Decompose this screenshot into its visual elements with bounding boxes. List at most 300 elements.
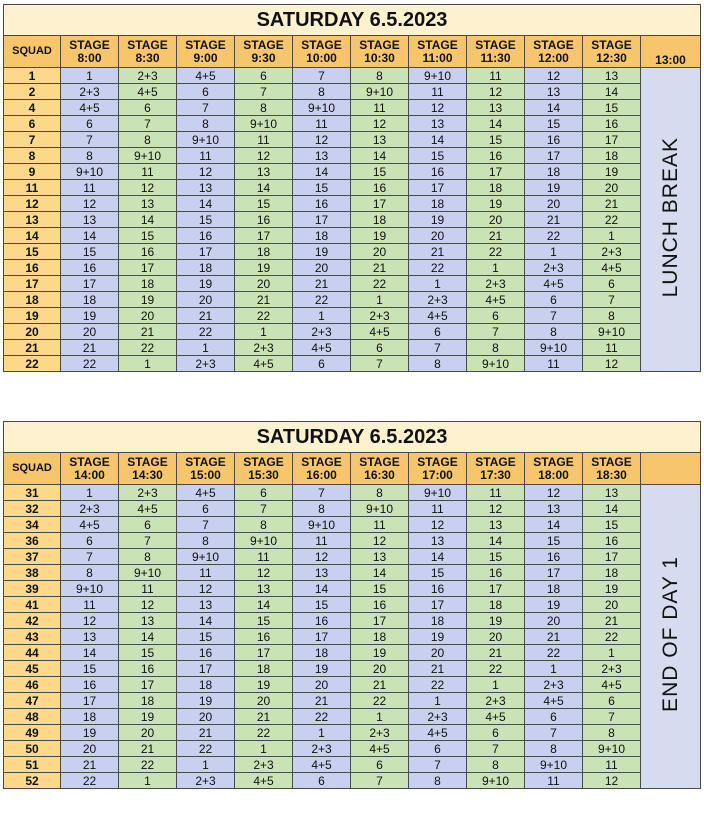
table-row <box>4 485 701 501</box>
stage-cell: 12 <box>409 100 467 116</box>
stage-cell: 4+5 <box>235 356 293 372</box>
stage-time: 17:30 <box>480 467 511 482</box>
stage-cell: 15 <box>409 565 467 581</box>
stage-time: 10:30 <box>364 50 395 65</box>
stage-cell: 18 <box>293 228 351 244</box>
stage-cell: 13 <box>525 501 583 517</box>
stage-cell: 16 <box>235 629 293 645</box>
stage-cell: 14 <box>409 132 467 148</box>
stage-cell: 16 <box>583 533 641 549</box>
stage-cell: 8 <box>467 757 525 773</box>
stage-cell: 18 <box>467 597 525 613</box>
table-row <box>4 308 701 324</box>
table-row <box>4 276 701 292</box>
stage-cell: 22 <box>61 356 119 372</box>
stage-cell: 18 <box>61 709 119 725</box>
stage-cell: 16 <box>177 645 235 661</box>
stage-cell: 6 <box>583 276 641 292</box>
stage-cell: 6 <box>467 308 525 324</box>
stage-cell: 22 <box>583 212 641 228</box>
stage-cell: 1 <box>293 308 351 324</box>
squad-number: 46 <box>4 677 61 693</box>
stage-cell: 1 <box>409 276 467 292</box>
squad-number: 52 <box>4 773 61 789</box>
stage-time-header <box>119 453 177 485</box>
stage-cell: 21 <box>61 340 119 356</box>
stage-cell: 13 <box>61 212 119 228</box>
stage-cell: 17 <box>409 180 467 196</box>
stage-cell: 6 <box>235 68 293 84</box>
stage-cell: 19 <box>409 629 467 645</box>
stage-cell: 11 <box>583 340 641 356</box>
stage-cell: 9+10 <box>119 148 177 164</box>
stage-cell: 11 <box>583 757 641 773</box>
stage-cell: 20 <box>351 661 409 677</box>
stage-cell: 16 <box>177 228 235 244</box>
stage-cell: 13 <box>119 613 177 629</box>
stage-cell: 22 <box>119 340 177 356</box>
squad-number: 36 <box>4 533 61 549</box>
stage-cell: 8 <box>177 533 235 549</box>
stage-cell: 8 <box>583 308 641 324</box>
stage-cell: 14 <box>351 565 409 581</box>
header-row <box>4 453 701 485</box>
stage-cell: 14 <box>467 533 525 549</box>
stage-cell: 20 <box>583 180 641 196</box>
stage-cell: 9+10 <box>467 356 525 372</box>
stage-cell: 13 <box>293 565 351 581</box>
stage-cell: 6 <box>119 517 177 533</box>
table-row <box>4 292 701 308</box>
stage-cell: 1 <box>351 292 409 308</box>
squad-number: 4 <box>4 100 61 116</box>
stage-cell: 14 <box>61 645 119 661</box>
squad-number: 18 <box>4 292 61 308</box>
stage-cell: 21 <box>177 308 235 324</box>
stage-cell: 18 <box>177 260 235 276</box>
squad-number: 16 <box>4 260 61 276</box>
stage-cell: 14 <box>177 613 235 629</box>
stage-cell: 20 <box>61 741 119 757</box>
stage-cell: 12 <box>583 773 641 789</box>
stage-cell: 13 <box>293 148 351 164</box>
table-row <box>4 597 701 613</box>
stage-cell: 6 <box>61 533 119 549</box>
stage-cell: 12 <box>409 517 467 533</box>
stage-label: STAGE <box>359 37 400 52</box>
stage-cell: 18 <box>525 164 583 180</box>
stage-label: STAGE <box>243 37 284 52</box>
stage-label: STAGE <box>417 37 458 52</box>
stage-cell: 9+10 <box>467 773 525 789</box>
stage-cell: 17 <box>61 276 119 292</box>
stage-cell: 22 <box>409 677 467 693</box>
stage-cell: 2+3 <box>293 324 351 340</box>
stage-cell: 12 <box>235 565 293 581</box>
stage-cell: 1 <box>235 741 293 757</box>
stage-cell: 19 <box>583 164 641 180</box>
stage-cell: 17 <box>467 581 525 597</box>
stage-cell: 21 <box>119 324 177 340</box>
stage-cell: 11 <box>351 100 409 116</box>
stage-cell: 6 <box>351 340 409 356</box>
stage-cell: 7 <box>61 549 119 565</box>
stage-cell: 17 <box>467 164 525 180</box>
stage-cell: 15 <box>119 228 177 244</box>
squad-number: 48 <box>4 709 61 725</box>
stage-cell: 7 <box>467 741 525 757</box>
stage-cell: 12 <box>61 196 119 212</box>
stage-cell: 8 <box>119 549 177 565</box>
stage-cell: 21 <box>525 212 583 228</box>
stage-cell: 18 <box>351 212 409 228</box>
table-row <box>4 741 701 757</box>
stage-cell: 18 <box>235 244 293 260</box>
table-row <box>4 100 701 116</box>
stage-cell: 21 <box>409 244 467 260</box>
stage-cell: 14 <box>525 517 583 533</box>
stage-cell: 21 <box>61 757 119 773</box>
stage-cell: 16 <box>61 260 119 276</box>
stage-cell: 4+5 <box>525 276 583 292</box>
table-row <box>4 148 701 164</box>
stage-label: STAGE <box>127 454 168 469</box>
stage-cell: 15 <box>61 661 119 677</box>
stage-cell: 17 <box>583 549 641 565</box>
stage-cell: 7 <box>293 68 351 84</box>
stage-cell: 15 <box>351 581 409 597</box>
stage-cell: 17 <box>409 597 467 613</box>
stage-cell: 12 <box>235 148 293 164</box>
stage-label: STAGE <box>69 454 110 469</box>
stage-cell: 2+3 <box>61 84 119 100</box>
stage-cell: 22 <box>235 308 293 324</box>
stage-cell: 13 <box>467 517 525 533</box>
stage-time-header <box>177 453 235 485</box>
stage-cell: 22 <box>293 292 351 308</box>
stage-label: STAGE <box>591 37 632 52</box>
stage-cell: 1 <box>525 244 583 260</box>
stage-cell: 1 <box>235 324 293 340</box>
table-row <box>4 260 701 276</box>
stage-label: STAGE <box>359 454 400 469</box>
stage-cell: 15 <box>61 244 119 260</box>
stage-cell: 1 <box>409 693 467 709</box>
stage-cell: 6 <box>177 84 235 100</box>
squad-number: 45 <box>4 661 61 677</box>
stage-cell: 18 <box>119 276 177 292</box>
stage-cell: 9+10 <box>409 485 467 501</box>
stage-cell: 20 <box>61 324 119 340</box>
stage-cell: 1 <box>525 661 583 677</box>
stage-time: 8:00 <box>77 50 102 65</box>
stage-cell: 8 <box>293 84 351 100</box>
stage-time: 12:00 <box>538 50 569 65</box>
stage-cell: 8 <box>61 148 119 164</box>
stage-cell: 20 <box>467 629 525 645</box>
stage-time-header <box>351 453 409 485</box>
stage-cell: 22 <box>525 228 583 244</box>
table-row <box>4 132 701 148</box>
stage-cell: 1 <box>467 677 525 693</box>
stage-cell: 15 <box>409 148 467 164</box>
stage-label: STAGE <box>417 454 458 469</box>
table-row <box>4 501 701 517</box>
stage-cell: 19 <box>177 276 235 292</box>
stage-cell: 7 <box>61 132 119 148</box>
table-row <box>4 196 701 212</box>
stage-label: STAGE <box>301 37 342 52</box>
schedule-table <box>3 421 701 789</box>
stage-cell: 20 <box>467 212 525 228</box>
stage-time: 18:30 <box>596 467 627 482</box>
stage-cell: 1 <box>177 340 235 356</box>
stage-cell: 2+3 <box>119 68 177 84</box>
stage-cell: 12 <box>525 68 583 84</box>
squad-number: 11 <box>4 180 61 196</box>
table-row <box>4 533 701 549</box>
squad-number: 32 <box>4 501 61 517</box>
extra-time-header <box>641 453 701 485</box>
table-row <box>4 773 701 789</box>
stage-time: 9:30 <box>251 50 276 65</box>
stage-cell: 16 <box>119 244 177 260</box>
stage-cell: 13 <box>177 597 235 613</box>
stage-cell: 17 <box>235 645 293 661</box>
stage-cell: 12 <box>467 84 525 100</box>
table-row <box>4 68 701 84</box>
stage-cell: 17 <box>61 693 119 709</box>
stage-cell: 19 <box>525 180 583 196</box>
stage-cell: 14 <box>583 501 641 517</box>
stage-cell: 2+3 <box>467 276 525 292</box>
stage-cell: 1 <box>351 709 409 725</box>
stage-cell: 18 <box>583 148 641 164</box>
stage-cell: 4+5 <box>583 677 641 693</box>
table-row <box>4 661 701 677</box>
table-row <box>4 629 701 645</box>
stage-cell: 9+10 <box>351 501 409 517</box>
stage-cell: 19 <box>235 677 293 693</box>
stage-cell: 9+10 <box>177 132 235 148</box>
stage-cell: 16 <box>293 613 351 629</box>
side-note-text: END OF DAY 1 <box>658 556 682 712</box>
stage-cell: 21 <box>525 629 583 645</box>
table-row <box>4 116 701 132</box>
stage-cell: 2+3 <box>409 292 467 308</box>
squad-number: 2 <box>4 84 61 100</box>
stage-cell: 22 <box>525 645 583 661</box>
stage-cell: 13 <box>467 100 525 116</box>
stage-cell: 4+5 <box>293 757 351 773</box>
stage-time-header <box>119 36 177 68</box>
stage-cell: 9+10 <box>235 533 293 549</box>
squad-number: 20 <box>4 324 61 340</box>
stage-cell: 2+3 <box>467 693 525 709</box>
stage-cell: 15 <box>235 196 293 212</box>
squad-number: 7 <box>4 132 61 148</box>
squad-number: 19 <box>4 308 61 324</box>
stage-cell: 2+3 <box>583 661 641 677</box>
squad-number: 37 <box>4 549 61 565</box>
stage-cell: 7 <box>525 308 583 324</box>
stage-cell: 2+3 <box>177 356 235 372</box>
stage-cell: 8 <box>293 501 351 517</box>
title-row <box>4 5 701 36</box>
stage-time-header <box>467 453 525 485</box>
stage-cell: 18 <box>177 677 235 693</box>
stage-cell: 19 <box>525 597 583 613</box>
squad-number: 39 <box>4 581 61 597</box>
squad-number: 43 <box>4 629 61 645</box>
stage-cell: 9+10 <box>351 84 409 100</box>
stage-cell: 15 <box>177 212 235 228</box>
stage-time-header <box>525 453 583 485</box>
stage-cell: 2+3 <box>235 757 293 773</box>
squad-number: 13 <box>4 212 61 228</box>
stage-cell: 11 <box>235 549 293 565</box>
stage-cell: 17 <box>525 148 583 164</box>
stage-time: 9:00 <box>193 50 218 65</box>
squad-number: 17 <box>4 276 61 292</box>
stage-cell: 11 <box>119 581 177 597</box>
stage-cell: 8 <box>177 116 235 132</box>
stage-cell: 13 <box>583 485 641 501</box>
table-row <box>4 212 701 228</box>
stage-cell: 22 <box>467 661 525 677</box>
stage-cell: 6 <box>293 356 351 372</box>
stage-cell: 8 <box>409 356 467 372</box>
squad-number: 41 <box>4 597 61 613</box>
stage-label: STAGE <box>533 454 574 469</box>
stage-cell: 7 <box>177 100 235 116</box>
stage-cell: 14 <box>119 629 177 645</box>
table-row <box>4 581 701 597</box>
stage-cell: 18 <box>119 693 177 709</box>
stage-cell: 21 <box>351 260 409 276</box>
squad-number: 42 <box>4 613 61 629</box>
squad-number: 44 <box>4 645 61 661</box>
stage-time: 15:30 <box>248 467 279 482</box>
stage-cell: 8 <box>467 340 525 356</box>
stage-cell: 17 <box>351 196 409 212</box>
stage-cell: 1 <box>583 228 641 244</box>
stage-time-header <box>583 453 641 485</box>
stage-label: STAGE <box>475 454 516 469</box>
stage-label: STAGE <box>591 454 632 469</box>
stage-cell: 4+5 <box>235 773 293 789</box>
stage-cell: 8 <box>119 132 177 148</box>
table-row <box>4 613 701 629</box>
stage-time-header <box>467 36 525 68</box>
stage-cell: 22 <box>177 324 235 340</box>
table-row <box>4 757 701 773</box>
stage-cell: 6 <box>235 485 293 501</box>
stage-cell: 20 <box>525 613 583 629</box>
title-row <box>4 422 701 453</box>
stage-cell: 17 <box>177 661 235 677</box>
stage-label: STAGE <box>69 37 110 52</box>
stage-cell: 17 <box>177 244 235 260</box>
stage-cell: 6 <box>467 725 525 741</box>
stage-cell: 6 <box>409 324 467 340</box>
stage-time: 17:00 <box>422 467 453 482</box>
stage-cell: 1 <box>177 757 235 773</box>
side-note-text: LUNCH BREAK <box>658 136 682 298</box>
stage-cell: 4+5 <box>351 741 409 757</box>
stage-cell: 17 <box>119 677 177 693</box>
stage-cell: 16 <box>409 164 467 180</box>
stage-cell: 20 <box>235 276 293 292</box>
squad-number: 21 <box>4 340 61 356</box>
stage-cell: 12 <box>293 132 351 148</box>
stage-time-header <box>409 453 467 485</box>
stage-cell: 19 <box>119 292 177 308</box>
stage-cell: 15 <box>525 116 583 132</box>
stage-cell: 20 <box>177 292 235 308</box>
stage-cell: 14 <box>235 597 293 613</box>
stage-cell: 18 <box>351 629 409 645</box>
stage-cell: 22 <box>293 709 351 725</box>
stage-cell: 22 <box>61 773 119 789</box>
stage-cell: 16 <box>293 196 351 212</box>
stage-cell: 2+3 <box>293 741 351 757</box>
stage-label: STAGE <box>127 37 168 52</box>
table-row <box>4 340 701 356</box>
schedule-title: SATURDAY 6.5.2023 <box>4 422 701 453</box>
stage-cell: 12 <box>61 613 119 629</box>
stage-time: 14:30 <box>132 467 163 482</box>
stage-cell: 21 <box>583 196 641 212</box>
stage-time-header <box>235 36 293 68</box>
stage-cell: 9+10 <box>525 757 583 773</box>
extra-time-header: 13:00 <box>641 36 701 68</box>
stage-time: 12:30 <box>596 50 627 65</box>
stage-cell: 21 <box>583 613 641 629</box>
squad-number: 49 <box>4 725 61 741</box>
stage-cell: 12 <box>351 533 409 549</box>
stage-cell: 6 <box>409 741 467 757</box>
stage-cell: 14 <box>235 180 293 196</box>
stage-cell: 8 <box>61 565 119 581</box>
stage-cell: 6 <box>525 709 583 725</box>
schedule-block-afternoon <box>3 421 700 789</box>
stage-cell: 16 <box>467 148 525 164</box>
stage-cell: 9+10 <box>525 340 583 356</box>
table-row <box>4 244 701 260</box>
stage-cell: 13 <box>235 581 293 597</box>
stage-cell: 4+5 <box>467 709 525 725</box>
stage-cell: 13 <box>351 132 409 148</box>
table-row <box>4 180 701 196</box>
stage-cell: 19 <box>583 581 641 597</box>
stage-time-header <box>525 36 583 68</box>
stage-cell: 6 <box>525 292 583 308</box>
stage-cell: 2+3 <box>61 501 119 517</box>
stage-time: 18:00 <box>538 467 569 482</box>
squad-number: 6 <box>4 116 61 132</box>
stage-cell: 21 <box>467 645 525 661</box>
stage-time-header <box>293 453 351 485</box>
table-row <box>4 565 701 581</box>
stage-cell: 11 <box>409 84 467 100</box>
stage-time-header <box>61 36 119 68</box>
squad-header: SQUAD <box>4 36 61 68</box>
squad-number: 8 <box>4 148 61 164</box>
stage-cell: 7 <box>409 757 467 773</box>
stage-cell: 15 <box>293 180 351 196</box>
stage-time: 11:30 <box>480 50 511 65</box>
